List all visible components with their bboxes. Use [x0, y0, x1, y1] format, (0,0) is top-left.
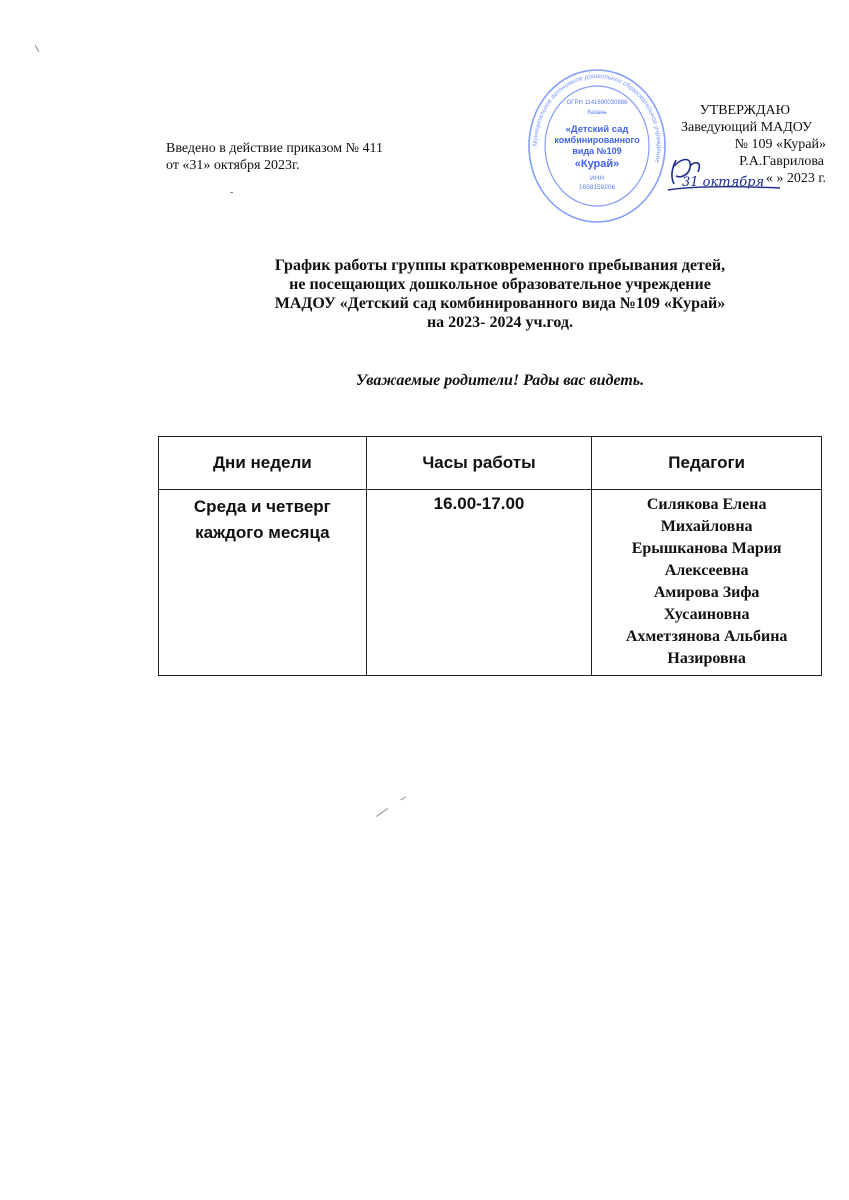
header-hours: Часы работы [366, 437, 592, 490]
stamp-inn: 1658159206 [578, 184, 616, 191]
stamp-line4: «Курай» [574, 158, 620, 170]
teacher-line: Амирова Зифа [653, 584, 760, 601]
table-row [159, 490, 822, 676]
stamp-line2: комбинированного [554, 135, 640, 145]
approval-date: « » 2023 г. [765, 171, 826, 186]
cell-teachers [592, 490, 822, 676]
days-line1: Среда и четверг [193, 497, 331, 516]
order-note-line2: от «31» октября 2023г. [166, 158, 300, 173]
scan-speck [35, 45, 40, 52]
teacher-line: Ахметзянова Альбина [625, 628, 788, 645]
stamp-city: Казань [587, 110, 607, 116]
title-line4: на 2023- 2024 уч.год. [426, 314, 574, 331]
teacher-line: Ерышканова Мария [631, 540, 782, 557]
table-header-row [159, 437, 822, 490]
cell-days [159, 490, 367, 676]
approval-position: Заведующий МАДОУ [681, 120, 812, 135]
cell-hours: 16.00-17.00 [366, 490, 592, 676]
approval-org: № 109 «Курай» [734, 137, 826, 152]
teacher-line: Алексеевна [664, 562, 749, 579]
stamp-ogrn: ОГРН 1141690030986 [566, 100, 628, 106]
schedule-table [158, 436, 822, 676]
stray-dash: - [230, 187, 234, 198]
document-title [150, 256, 849, 332]
order-note-line1: Введено в действие приказом № 411 [166, 141, 383, 156]
stamp-inn-label: ИНН [589, 175, 605, 182]
approval-name: Р.А.Гаврилова [739, 154, 824, 169]
scan-speck [376, 808, 388, 817]
title-line2: не посещающих дошкольное образовательное учреждение [289, 276, 711, 293]
teacher-line: Михайловна [660, 518, 753, 535]
approval-title: УТВЕРЖДАЮ [699, 103, 790, 118]
header-days: Дни недели [159, 437, 367, 490]
days-line2: каждого месяца [195, 523, 330, 542]
stamp-line3: вида №109 [572, 146, 622, 156]
stamp-line1: «Детский сад [565, 124, 629, 135]
scan-speck [400, 797, 406, 801]
greeting: Уважаемые родители! Рады вас видеть. [355, 372, 645, 389]
order-note [166, 140, 383, 198]
teacher-line: Назировна [667, 650, 746, 667]
title-line3: МАДОУ «Детский сад комбинированного вида №109 «Курай» [274, 295, 726, 312]
teacher-line: Силякова Елена [646, 496, 767, 513]
stamp-ring-text: Муниципальное автономное дошкольное образовательное учреждение [531, 72, 663, 164]
handwritten-date: 31 октября [682, 175, 765, 190]
teacher-line: Хусаиновна [663, 606, 750, 623]
header-teachers: Педагоги [592, 437, 822, 490]
handwritten-signature [662, 146, 784, 206]
title-line1: График работы группы кратковременного пребывания детей, [274, 257, 726, 274]
